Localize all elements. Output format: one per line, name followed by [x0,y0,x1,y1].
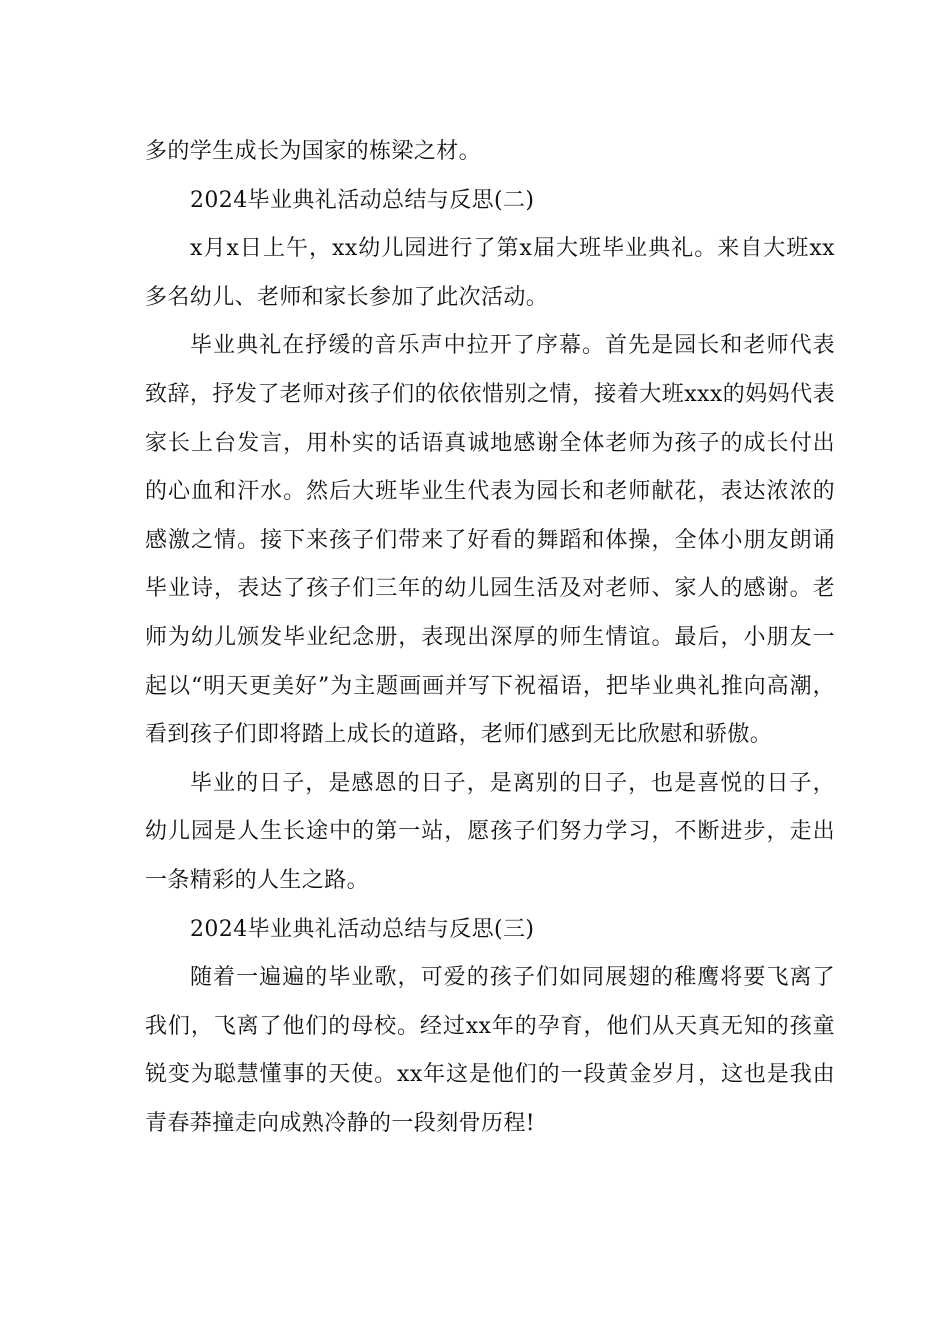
section-heading-3: 2024毕业典礼活动总结与反思(三) [190,916,535,942]
section-heading-2: 2024毕业典礼活动总结与反思(二) [190,187,535,213]
paragraph: 毕业的日子，是感恩的日子，是离别的日子，也是喜悦的日子，幼儿园是人生长途中的第一站，愿孩子们努力学习，不断进步，走出一条精彩的人生之路。 [145,770,835,893]
paragraph-continuation: 多的学生成长为国家的栋梁之材。 [145,139,482,164]
paragraph: 随着一遍遍的毕业歌，可爱的孩子们如同展翅的稚鹰将要飞离了我们，飞离了他们的母校。经过xx年的孕育，他们从天真无知的孩童锐变为聪慧懂事的天使。xx年这是他们的一段黄金岁月，这也是我由青春莽撞走向成熟冷静的一段刻骨历程! [145,965,835,1136]
paragraph: x月x日上午，xx幼儿园进行了第x届大班毕业典礼。来自大班xx多名幼儿、老师和家长参加了此次活动。 [145,236,835,310]
document-body [145,128,835,1148]
paragraph: 毕业典礼在抒缓的音乐声中拉开了序幕。首先是园长和老师代表致辞，抒发了老师对孩子们的依依惜别之情，接着大班xxx的妈妈代表家长上台发言，用朴实的话语真诚地感谢全体老师为孩子的成长付出的心血和汗水。然后大班毕业生代表为园长和老师献花，表达浓浓的感激之情。接下来孩子们带来了好看的舞蹈和体操，全体小朋友朗诵毕业诗，表达了孩子们三年的幼儿园生活及对老师、家人的感谢。老师为幼儿颁发毕业纪念册，表现出深厚的师生情谊。最后，小朋友一起以“明天更美好”为主题画画并写下祝福语，把毕业典礼推向高潮，看到孩子们即将踏上成长的道路，老师们感到无比欣慰和骄傲。 [145,333,835,748]
